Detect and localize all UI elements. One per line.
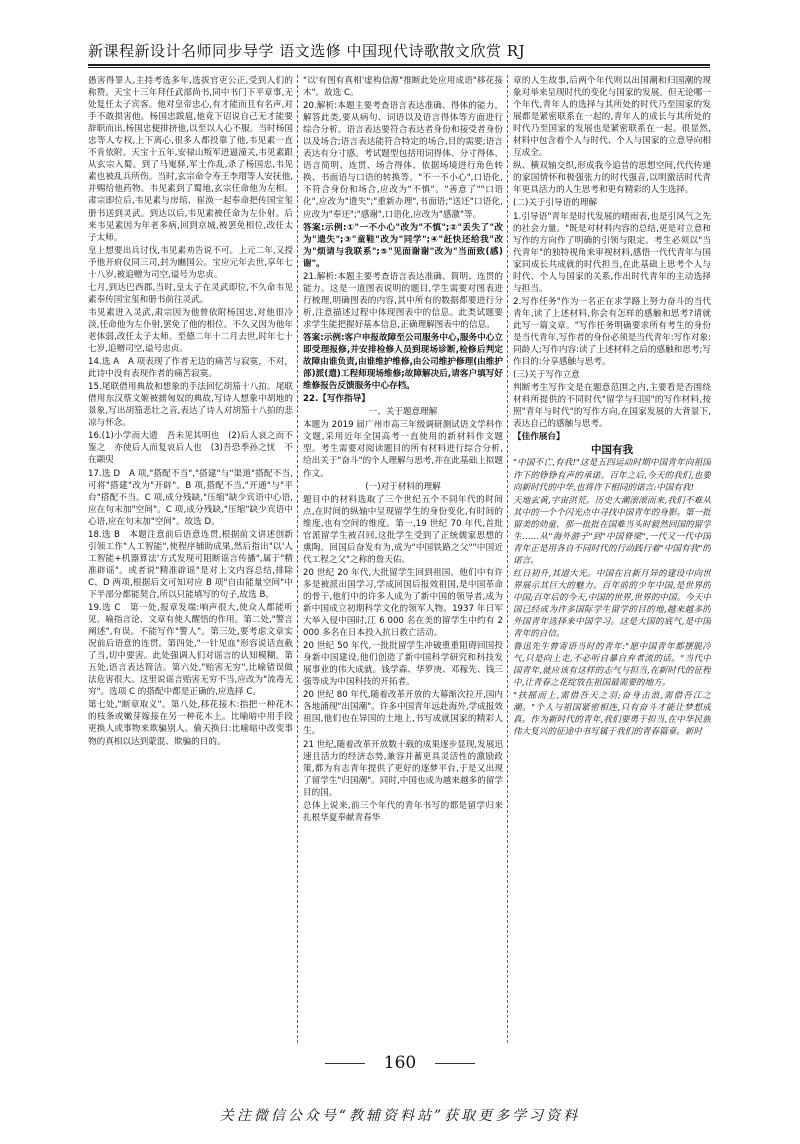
paragraph: 1.引导语"青年是时代发展的晴雨表,也是引风气之先的社会力量。"既是对材料内容的总结,更是对立意和写作的方向作了明确的引领与限定。考生必须以"当代青年"的独特视角来审视材料,感悟一代代青年与国家同成长共成就的时代担当,在此基础上思考个人与时代、个人与国家的关系,作出时代青年的主动选择与担当。 bbox=[513, 211, 711, 294]
answer-text: 答案:示例:①"一不小心"改为"不慎";②"丢失了"改为"遗失";③"童鞋"改为"同学";④"赶快还给我"改为"烦请与我联系";⑤"见面谢谢"改为"当面致(感)谢"。 bbox=[303, 222, 503, 269]
paragraph: 总体上说来,前三个年代的青年书写的都是留学归来扎根华夏奉献青春华 bbox=[303, 800, 503, 823]
paragraph: 判断考生写作文是在题意范围之内,主要看是否围绕材料所提供的不同时代"留学与归国"的写作材料,按照"青年与时代"的写作方向,在国家发展的大背景下,表达自己的感触与思考。 bbox=[513, 383, 711, 430]
answer-column-1 bbox=[88, 75, 293, 1043]
section-heading: 22.【写作指导】 bbox=[303, 394, 370, 405]
essay-paragraph: 红日初升,其道大光。中国在自新月异的建设中向世界展示其巨大的魅力。百年前的少年中国,是世界的中国;百年后的今天,中国的世界,世界的中国。今天中国已经成为许多国际学生留学的目的地,越来越多的外国青年选择来中国学习。这是大国的底气,是中国青年的自信。 bbox=[513, 568, 711, 640]
answer-text: 答案:示例:客户申报故障至公司服务中心,服务中心立即受理报修,并安排检修人员到现场诊断,检修后判定故障由谁负责,由谁维护维修,由公司维护修理(由维护部)派(遣)工程师现场维修;故障解决后,请客户填写好维修报告反馈服务中心存档。 bbox=[303, 332, 503, 392]
essay-paragraph: 天地玄黄,宇宙洪荒。历史大潮滚滚而来,我们不难从其中的一个个闪光点中寻找中国青年的身影。第一批留美的幼童、那一批批在国难当头时毅然回国的留学生……从"海外游子"到"中国脊梁",一代又一代中国青年正是用各自不同时代的行动践行着"中国有我"的诺言。 bbox=[513, 495, 711, 566]
subheading: (一)对于材料的理解 bbox=[365, 481, 441, 492]
page-number-area bbox=[0, 1053, 800, 1073]
paragraph: 2.写作任务"作为一名正在求学路上努力奋斗的当代青年,读了上述材料,你会有怎样的感触和思考?请就此写一篇文章。"写作任务明确要求所有考生的身份是当代青年,写作者的身份必须是当代青年:写作对象:同龄人;写作内容:读了上述材料之后的感触和思考;写作目的:分享感触与思考。 bbox=[513, 296, 711, 368]
page-number: 160 bbox=[383, 1053, 417, 1073]
answer-column-2 bbox=[303, 75, 503, 1043]
paragraph: 皇上想要出兵讨伐,韦见素劝告说不可。上元二年,又授予他开府仪同三司,封为豳国公。宝应元年去世,享年七十八岁,被追赠为司空,谥号为忠贞。 bbox=[88, 245, 293, 280]
column-divider bbox=[297, 75, 298, 1043]
answer-item: 17.选 D A 项,"搭配不当","搭建"与"渠道"搭配不当,可将"搭建"改为"开辟"。B 项,搭配不当,"开通"与"平台"搭配不当。C 项,成分残缺,"压缩"缺少宾语中心语,应在句末加"空间"。C 项,成分残缺,"压缩"缺少宾语中心语,应在句末加"空间"。故选 D。 bbox=[88, 468, 293, 527]
paragraph: 章的人生故事,后两个年代则以出国潮和归国潮的现象对举来呈现时代的变化与国家的发展。但无论哪一个年代,青年人的选择与其所处的时代乃至国家的发展都是紧密联系在一起的,青年人的成长与其所处的时代乃至国家的发展也是紧密联系在一起。很显然,材料中包含着个人与时代、个人与国家的立意导向相互成全。 bbox=[513, 76, 711, 159]
paragraph: 20 世纪 20 年代,大批留学生回到祖国。他们中有许多是被派出国学习,学成回国后报效祖国,是中国革命的骨干,他们中的许多人成为了新中国的领导者,成为新中国成立初期科学文化的领军人物。1937 年日军大举入侵中国时,江 6 000 名在美的留学生中约有 2 000 多名在日本投入抗日救亡活动。 bbox=[303, 567, 503, 639]
header-rule bbox=[88, 64, 710, 66]
subheading: 一、关于题意理解 bbox=[368, 407, 438, 418]
answer-item: 21.解析:本题主要考查语言表达准确、简明、连贯的能力。这是一道图表说明的题目,学生需要对图表进行梳理,明确图表的内容,其中所有的数据都要进行分析,注意描述过程中体现图表中的信息。此类试题要求学生能把握好基本信息,正确理解图表中的信息。 bbox=[303, 271, 503, 330]
answer-item: 16.(1)小学而大遗 吾未见其明也 (2)后人哀之而不鉴之 亦使后人而复哀后人也 (3)吾恐季孙之忧 不在颛臾 bbox=[88, 431, 293, 466]
paragraph: 21 世纪,随着改革开放数十载的成果逐步显现,发展迅速且活力的经济态势,兼容并蓄更具灵活性的激励政策,都为有志青年提供了更好的逐梦平台,于是又出现了留学生"归国潮"。同时,中国也成为越来越多的留学目的国。 bbox=[303, 739, 503, 798]
paragraph: 本题为 2019 届广州市高三年级调研测试语文学科作文题,采用近年全国高考一直使用的新材料作文题型。考生需要对阅读题目的所有材料进行综合分析,给出关于"奋斗"的个人理解与思考,并在此基础上拟题作文。 bbox=[303, 420, 503, 479]
answer-item: 第七处,"断章取义"。第八处,移花接木:指把一种花木的枝条或嫩芽嫁接在另一种花木上。比喻暗中用手段更换人或事物来欺骗别人。偷天换日:比喻暗中改变事物的真相以达到蒙混、欺骗的目的。 bbox=[88, 700, 293, 747]
essay-paragraph: "中国不亡,有我!"这是五四运动时期中国青年向祖国许下的铮铮有声的承诺。百年之后,今天的我们,也要向新时代的中华,也将许下相同的诺言:中国有我! bbox=[513, 458, 711, 493]
answer-item: 14.选 A A 项表现了作者无边的痛苦与寂寞，不对，此诗中没有表现作者的痛苦寂寞。 bbox=[88, 357, 293, 380]
subheading: (二)关于引导语的理解 bbox=[513, 198, 598, 209]
page-number-rule-right bbox=[435, 1063, 475, 1064]
paragraph: 愚害得罪人,主持考选多年,选拔官吏公正,受到人们的称赞。天宝十三年拜任武部尚书,同中书门下平章事,无处复任太子宾客。他对皇帝忠心,有才能而且有名声,对手不敢损害他。杨国忠跋扈,他竟下诏说自己无才能要辞职而出,杨国忠便排挤他,以至以人心不服。当时杨国忠等人专权,上下离心,很多人都投靠了他,韦见素一直不肯依附。天宝十五年,安禄山叛军进逼潼关,韦见素跟从玄宗入蜀。到了马嵬驿,军士作乱,杀了杨国忠,韦见素也被乱兵所伤。当时,玄宗命令寿王李瑁等人安抚他,并赐给他药物。韦见素到了蜀地,玄宗任命他为左相。肃宗即位后,韦见素与房琯、崔涣一起奉命把传国宝玺册书送到灵武。到达以后,韦见素被任命为左仆射。后来韦见素因为年老多病,回到京城,被罢免相位,改任太子太师。 bbox=[88, 76, 293, 243]
footer-note: 关注微信公众号“教辅资料站”获取更多学习资料 bbox=[219, 1108, 581, 1124]
answer-item: 20.解析:本题主要考查语言表达准确、得体的能力。解答此类,要从病句、词语以及语言得体等方面进行综合分析。语言表达要符合表达者身份和接受者身份以及场合;语言表达能符合特定的场合,目的需要;语言表达有分寸感。考试题型包括用词得体、分寸得体、语言简明、连贯、场合得体、依据场境进行角色转换、书面语与口语的转换等。"不一不小心",口语化,不符合身份和场合,应改为"不慎"。"善意了""口语化",应改为"遗失";"重新办理",书面语;"送还"口语化,应改为"奉还";"感谢",口语化,应改为"感激"等。 bbox=[303, 101, 503, 220]
essay-paragraph: 鲁迅先生曾寄语当时的青年:"愿中国青年都摆脱冷气,只是向上走,不必听自暴自弃者流的话。"当代中国青年,就应该有这样的志气与担当,在新时代的征程中,让青春之花绽放在祖国最需要的地方。 bbox=[513, 642, 711, 689]
subheading: (三)关于写作立意 bbox=[513, 370, 580, 381]
essay-paragraph: "扶摇而上,需借吾天之羽;奋身击浪,需借吾江之潮。"个人与祖国紧密相连,只有奋斗才能让梦想成真。作为新时代的青年,我们要勇于担当,在中华民族伟大复兴的征途中书写属于我们的青春篇章。新时 bbox=[513, 691, 711, 738]
answer-column-3 bbox=[513, 75, 711, 1043]
paragraph: 20 世纪 80 年代,随着改革开放的大幕渐次拉开,国内各地涌现"出国潮"。许多中国青年远赴海外,学成报效祖国,他们也在异国的土地上,书写成就国家的精彩人生。 bbox=[303, 690, 503, 737]
paragraph: 七月,到达巴西郡,当时,皇太子在灵武即位,不久命韦见素奉传国宝玺和册书前往灵武。 bbox=[88, 282, 293, 305]
section-heading: 【佳作展台】 bbox=[513, 432, 565, 443]
paragraph: 韦见素进入灵武,肃宗因为他曾依附杨国忠,对他很冷淡,任命他为左仆射,罢免了他的相位。不久又因为他年老体弱,改任太子太师。至德二年十二月去世,时年七十七岁,追赠司空,谥号忠贞。 bbox=[88, 307, 293, 355]
paragraph: 题目中的材料选取了三个世纪五个不同年代的时间点,在时间的纵轴中呈现留学生的身份变化,有时间的维度,也有空间的维度。第一,19 世纪 70 年代,首批官派留学生被召回,这批学生受到了正统儒家思想的熏陶。回国后奋发有为,成为"中国铁路之父""中国近代工程之父"之称的詹天佑。 bbox=[303, 494, 503, 565]
page-number-rule-left bbox=[325, 1063, 365, 1064]
paragraph: 20 世纪 50 年代,一批批留学生冲破重重阻碍回国投身新中国建设,他们创造了新中国科学研究和科技发展事业的伟大成就。钱学森、华罗庚、邓稼先、钱三强等成为中国科技的开拓者。 bbox=[303, 641, 503, 688]
column-divider bbox=[507, 75, 508, 1043]
running-header: 新课程新设计名师同步导学 语文选修 中国现代诗歌散文欣赏 RJ bbox=[88, 42, 526, 60]
paragraph: 纵、横双轴交织,形成我今追昔的思想空间,代代传递的家国情怀和极强张力的时代强音,以明激活时代青年更具活力的人生思考和更有精彩的人生选择。 bbox=[513, 161, 711, 196]
answer-item: 18.选 B 本题注意前后语意连贯,根据前文讲述创新引领工作"人工智能",使程序辅助成果,然后指出"以'人工智能+机器算法'方式发现可阻断谣言传播",属于"精准辟谣"。或者说"精准辟谣"是对上文内容总结,排除 C、D 两项,根据后文可知对应 B 项"自由能量空间"中下半部分都能契合,所以只能填写的句子,故选 B。 bbox=[88, 529, 293, 600]
header-rule-thin bbox=[88, 67, 710, 68]
essay-title: 中国有我 bbox=[591, 444, 633, 457]
answer-item: 15.尾联借用典故和想象的手法回忆胡笳十八拍。尾联借用东汉蔡文姬被掳匈奴的典故,写诗人想象中胡地的景象,写出胡笳悲壮之音,表达了诗人对胡笳十八拍的悲凉与怀念。 bbox=[88, 382, 293, 429]
paragraph: "以'有图有真相'虚构信源"推断此处应用成语"移花接木"。故选 C。 bbox=[303, 76, 503, 99]
answer-item: 19.选 C 第一处,报章发端:响声很大,使众人都能听见。喻指言论、文章有使人醒悟的作用。第二处,"警言阐述",有误。不能写作"警人"。第三处,要考虑文章实况前后语意的连贯。第四处,"一针见血"形容说话直截了当,切中要害。此处强调人们对谣言的认知模糊。第五处,语言表达简洁。第六处,"贻害无穷",比喻错误做法危害很大。这里说谣言贻害无穷不当,应改为"流毒无穷"。选项 C 的搭配中都是正确的,应选择 C。 bbox=[88, 603, 293, 698]
